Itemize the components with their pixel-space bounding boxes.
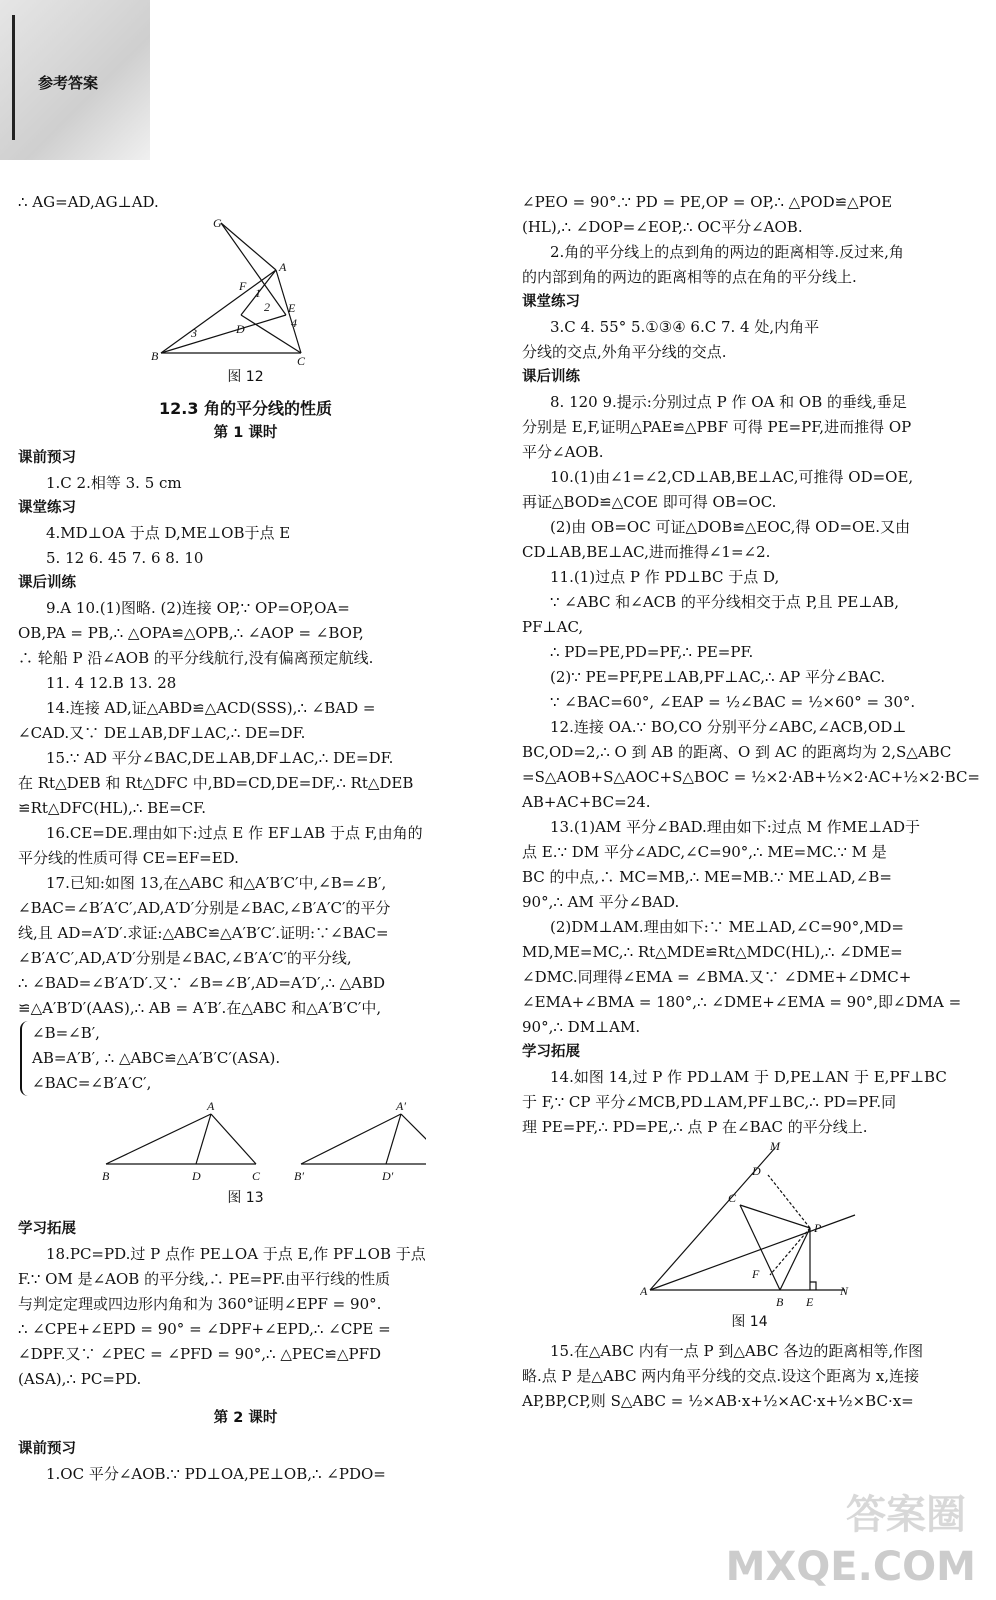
- text-line: 略.点 P 是△ABC 两内角平分线的交点.设这个距离为 x,连接: [522, 1367, 920, 1385]
- section-label: 课前预习: [18, 450, 76, 466]
- text-line: ∠B′A′C′,AD,A′D′分别是∠BAC,∠B′A′C′的平分线,: [18, 949, 352, 967]
- text-line: ∵ ∠ABC 和∠ACB 的平分线相交于点 P,且 PE⊥AB,: [550, 593, 900, 611]
- text-line: PF⊥AC,: [522, 618, 584, 636]
- text-line: 点 E.∵ DM 平分∠ADC,∠C=90°,∴ ME=MC.∵ M 是: [522, 843, 887, 861]
- text-line: 15.∵ AD 平分∠BAC,DE⊥AB,DF⊥AC,∴ DE=DF.: [46, 749, 394, 767]
- text-line: 11. 4 12.B 13. 28: [46, 674, 177, 692]
- text-line: ∴ PD=PE,PD=PF,∴ PE=PF.: [550, 643, 754, 661]
- svg-text:G: G: [212, 216, 222, 230]
- text-line: 14.连接 AD,证△ABD≌△ACD(SSS),∴ ∠BAD =: [46, 699, 376, 717]
- text-line: 90°,∴ AM 平分∠BAD.: [522, 893, 680, 911]
- text-line: ∠DMC.同理得∠EMA = ∠BMA.又∵ ∠DME+∠DMC+: [522, 968, 912, 986]
- text-line: (2)DM⊥AM.理由如下:∵ ME⊥AD,∠C=90°,MD=: [550, 918, 904, 936]
- svg-text:F: F: [238, 279, 246, 293]
- text-line: AP,BP,CP,则 S△ABC = ½×AB·x+½×AC·x+½×BC·x=: [522, 1392, 914, 1410]
- svg-text:B: B: [101, 1169, 109, 1183]
- watermark-site: MXQE.COM: [725, 1544, 976, 1590]
- figure-14-caption: 图 14: [731, 1314, 768, 1330]
- left-column: [18, 190, 473, 1487]
- section-label: 课后训练: [522, 369, 580, 385]
- text-line: ∠BAC=∠B′A′C′,AD,A′D′分别是∠BAC,∠B′A′C′的平分: [18, 899, 391, 917]
- text-line: =S△AOB+S△AOC+S△BOC = ½×2·AB+½×2·AC+½×2·BC=: [522, 768, 980, 786]
- text-line: ∠CAD.又∵ DE⊥AB,DF⊥AC,∴ DE=DF.: [18, 724, 306, 742]
- text-line: 18.PC=PD.过 P 点作 PE⊥OA 于点 E,作 PF⊥OB 于点: [46, 1245, 426, 1263]
- text-line: 与判定定理或四边形内角和为 360°证明∠EPF = 90°.: [18, 1295, 382, 1313]
- text-line: (2)∵ PE=PF,PE⊥AB,PF⊥AC,∴ AP 平分∠BAC.: [550, 668, 886, 686]
- svg-text:C: C: [251, 1169, 260, 1183]
- lesson-title: 第 1 课时: [213, 425, 278, 441]
- svg-text:4: 4: [290, 316, 297, 330]
- text-line: 9.A 10.(1)图略. (2)连接 OP,∵ OP=OP,OA=: [46, 599, 350, 617]
- section-label: 学习拓展: [522, 1044, 580, 1060]
- text-line: F.∵ OM 是∠AOB 的平分线,∴ PE=PF.由平行线的性质: [18, 1270, 391, 1288]
- header-title: 参考答案: [38, 74, 99, 92]
- svg-text:C: C: [296, 354, 305, 365]
- text-line: ∴ AG=AD,AG⊥AD.: [18, 193, 159, 211]
- text-line: ∴ ∠CPE+∠EPD = 90° = ∠DPF+∠EPD,∴ ∠CPE =: [18, 1320, 391, 1338]
- text-line: AB+AC+BC=24.: [522, 793, 651, 811]
- text-line: ≌△A′B′D′(AAS),∴ AB = A′B′.在△ABC 和△A′B′C′中,: [18, 999, 382, 1017]
- svg-text:P: P: [813, 1221, 821, 1235]
- right-column: [522, 190, 980, 1414]
- text-line: AB=A′B′, ∴ △ABC≌△A′B′C′(ASA).: [32, 1049, 281, 1067]
- svg-text:C: C: [727, 1191, 736, 1205]
- text-line: ∴ 轮船 P 沿∠AOB 的平分线航行,没有偏离预定航线.: [18, 649, 374, 667]
- text-line: 线,且 AD=A′D′.求证:△ABC≌△A′B′C′.证明:∵∠BAC=: [18, 924, 389, 942]
- header-rule: [12, 15, 15, 140]
- text-line: BC,OD=2,∴ O 到 AB 的距离、O 到 AC 的距离均为 2,S△ABC: [522, 743, 952, 761]
- svg-text:A: A: [278, 260, 286, 274]
- svg-text:2: 2: [263, 300, 270, 314]
- svg-text:D′: D′: [381, 1169, 393, 1183]
- section-title: 12.3 角的平分线的性质: [158, 399, 333, 418]
- text-line: ∠PEO = 90°.∵ PD = PE,OP = OP,∴ △POD≌△POE: [522, 193, 893, 211]
- text-line: 8. 120 9.提示:分别过点 P 作 OA 和 OB 的垂线,垂足: [550, 393, 907, 411]
- svg-text:E: E: [805, 1295, 813, 1309]
- svg-text:A: A: [206, 1099, 214, 1113]
- text-line: 2.角的平分线上的点到角的两边的距离相等.反过来,角: [550, 243, 904, 261]
- text-line: 11.(1)过点 P 作 PD⊥BC 于点 D,: [550, 568, 780, 586]
- svg-text:E: E: [287, 301, 295, 315]
- svg-text:F: F: [751, 1267, 759, 1281]
- text-line: 13.(1)AM 平分∠BAD.理由如下:过点 M 作ME⊥AD于: [550, 818, 920, 836]
- text-line: 16.CE=DE.理由如下:过点 E 作 EF⊥AB 于点 F,由角的: [46, 824, 423, 842]
- text-line: (2)由 OB=OC 可证△DOB≌△EOC,得 OD=OE.又由: [550, 518, 911, 536]
- text-line: 于 F,∵ CP 平分∠MCB,PD⊥AM,PF⊥BC,∴ PD=PF.同: [522, 1093, 897, 1111]
- section-label: 课后训练: [18, 575, 76, 591]
- svg-text:N: N: [839, 1284, 848, 1298]
- lesson-title: 第 2 课时: [213, 1410, 278, 1426]
- text-line: 平分∠AOB.: [522, 443, 604, 461]
- svg-text:M: M: [769, 1140, 780, 1153]
- text-line: 15.在△ABC 内有一点 P 到△ABC 各边的距离相等,作图: [550, 1342, 924, 1360]
- text-line: ∵ ∠BAC=60°, ∠EAP = ½∠BAC = ½×60° = 30°.: [550, 693, 916, 711]
- text-line: 分别是 E,F,证明△PAE≌△PBF 可得 PE=PF,进而推得 OP: [522, 418, 912, 436]
- text-line: 10.(1)由∠1=∠2,CD⊥AB,BE⊥AC,可推得 OD=OE,: [550, 468, 914, 486]
- figure-13: [66, 1096, 426, 1186]
- text-line: (ASA),∴ PC=PD.: [18, 1370, 142, 1388]
- text-line: ∴ ∠BAD=∠B′A′D′.又∵ ∠B=∠B′,AD=A′D′,∴ △ABD: [18, 974, 386, 992]
- text-line: 在 Rt△DEB 和 Rt△DFC 中,BD=CD,DE=DF,∴ Rt△DEB: [18, 774, 414, 792]
- svg-text:A: A: [639, 1284, 647, 1298]
- text-line: 1.OC 平分∠AOB.∵ PD⊥OA,PE⊥OB,∴ ∠PDO=: [46, 1465, 386, 1483]
- text-line: (HL),∴ ∠DOP=∠EOP,∴ OC平分∠AOB.: [522, 218, 803, 236]
- text-line: 14.如图 14,过 P 作 PD⊥AM 于 D,PE⊥AN 于 E,PF⊥BC: [550, 1068, 947, 1086]
- section-label: 课堂练习: [522, 294, 580, 310]
- text-line: 平分线的性质可得 CE=EF=ED.: [18, 849, 239, 867]
- text-line: 再证△BOD≌△COE 即可得 OB=OC.: [522, 493, 777, 511]
- figure-12: [151, 215, 341, 365]
- section-label: 学习拓展: [18, 1221, 76, 1237]
- text-line: CD⊥AB,BE⊥AC,进而推得∠1=∠2.: [522, 543, 771, 561]
- svg-text:A′: A′: [395, 1099, 406, 1113]
- text-line: OB,PA = PB,∴ △OPA≌△OPB,∴ ∠AOP = ∠BOP,: [18, 624, 364, 642]
- text-line: ∠B=∠B′,: [32, 1024, 100, 1042]
- text-line: 1.C 2.相等 3. 5 cm: [46, 474, 182, 492]
- svg-text:D: D: [751, 1164, 761, 1178]
- svg-text:1: 1: [254, 286, 261, 300]
- section-label: 课堂练习: [18, 500, 76, 516]
- text-line: ∠EMA+∠BMA = 180°,∴ ∠DME+∠EMA = 90°,即∠DMA =: [522, 993, 962, 1011]
- svg-text:B: B: [150, 349, 158, 363]
- figure-14: [640, 1140, 860, 1310]
- svg-text:B: B: [775, 1295, 783, 1309]
- text-line: 90°,∴ DM⊥AM.: [522, 1018, 641, 1036]
- watermark-logo: 答案圈: [846, 1492, 966, 1538]
- text-line: ≌Rt△DFC(HL),∴ BE=CF.: [18, 799, 207, 817]
- svg-text:B′: B′: [293, 1169, 304, 1183]
- svg-text:D: D: [235, 322, 245, 336]
- text-line: BC 的中点,∴ MC=MB,∴ ME=MB.∵ ME⊥AD,∠B=: [522, 868, 892, 886]
- text-line: 分线的交点,外角平分线的交点.: [522, 343, 727, 361]
- text-line: 4.MD⊥OA 于点 D,ME⊥OB于点 E: [46, 524, 291, 542]
- svg-text:3: 3: [190, 326, 197, 340]
- figure-12-caption: 图 12: [227, 369, 264, 385]
- section-label: 课前预习: [18, 1441, 76, 1457]
- figure-13-caption: 图 13: [227, 1190, 264, 1206]
- text-line: MD,ME=MC,∴ Rt△MDE≌Rt△MDC(HL),∴ ∠DME=: [522, 943, 903, 961]
- text-line: 12.连接 OA.∵ BO,CO 分别平分∠ABC,∠ACB,OD⊥: [550, 718, 907, 736]
- text-line: 17.已知:如图 13,在△ABC 和△A′B′C′中,∠B=∠B′,: [46, 874, 387, 892]
- text-line: 3.C 4. 55° 5.①③④ 6.C 7. 4 处,内角平: [550, 318, 820, 336]
- text-line: 的内部到角的两边的距离相等的点在角的平分线上.: [522, 268, 857, 286]
- text-line: ∠BAC=∠B′A′C′,: [32, 1074, 152, 1092]
- text-line: 5. 12 6. 45 7. 6 8. 10: [46, 549, 204, 567]
- system-brace: [20, 1021, 473, 1096]
- text-line: 理 PE=PF,∴ PD=PE,∴ 点 P 在∠BAC 的平分线上.: [522, 1118, 868, 1136]
- svg-text:D: D: [191, 1169, 201, 1183]
- text-line: ∠DPF.又∵ ∠PEC = ∠PFD = 90°,∴ △PEC≌△PFD: [18, 1345, 382, 1363]
